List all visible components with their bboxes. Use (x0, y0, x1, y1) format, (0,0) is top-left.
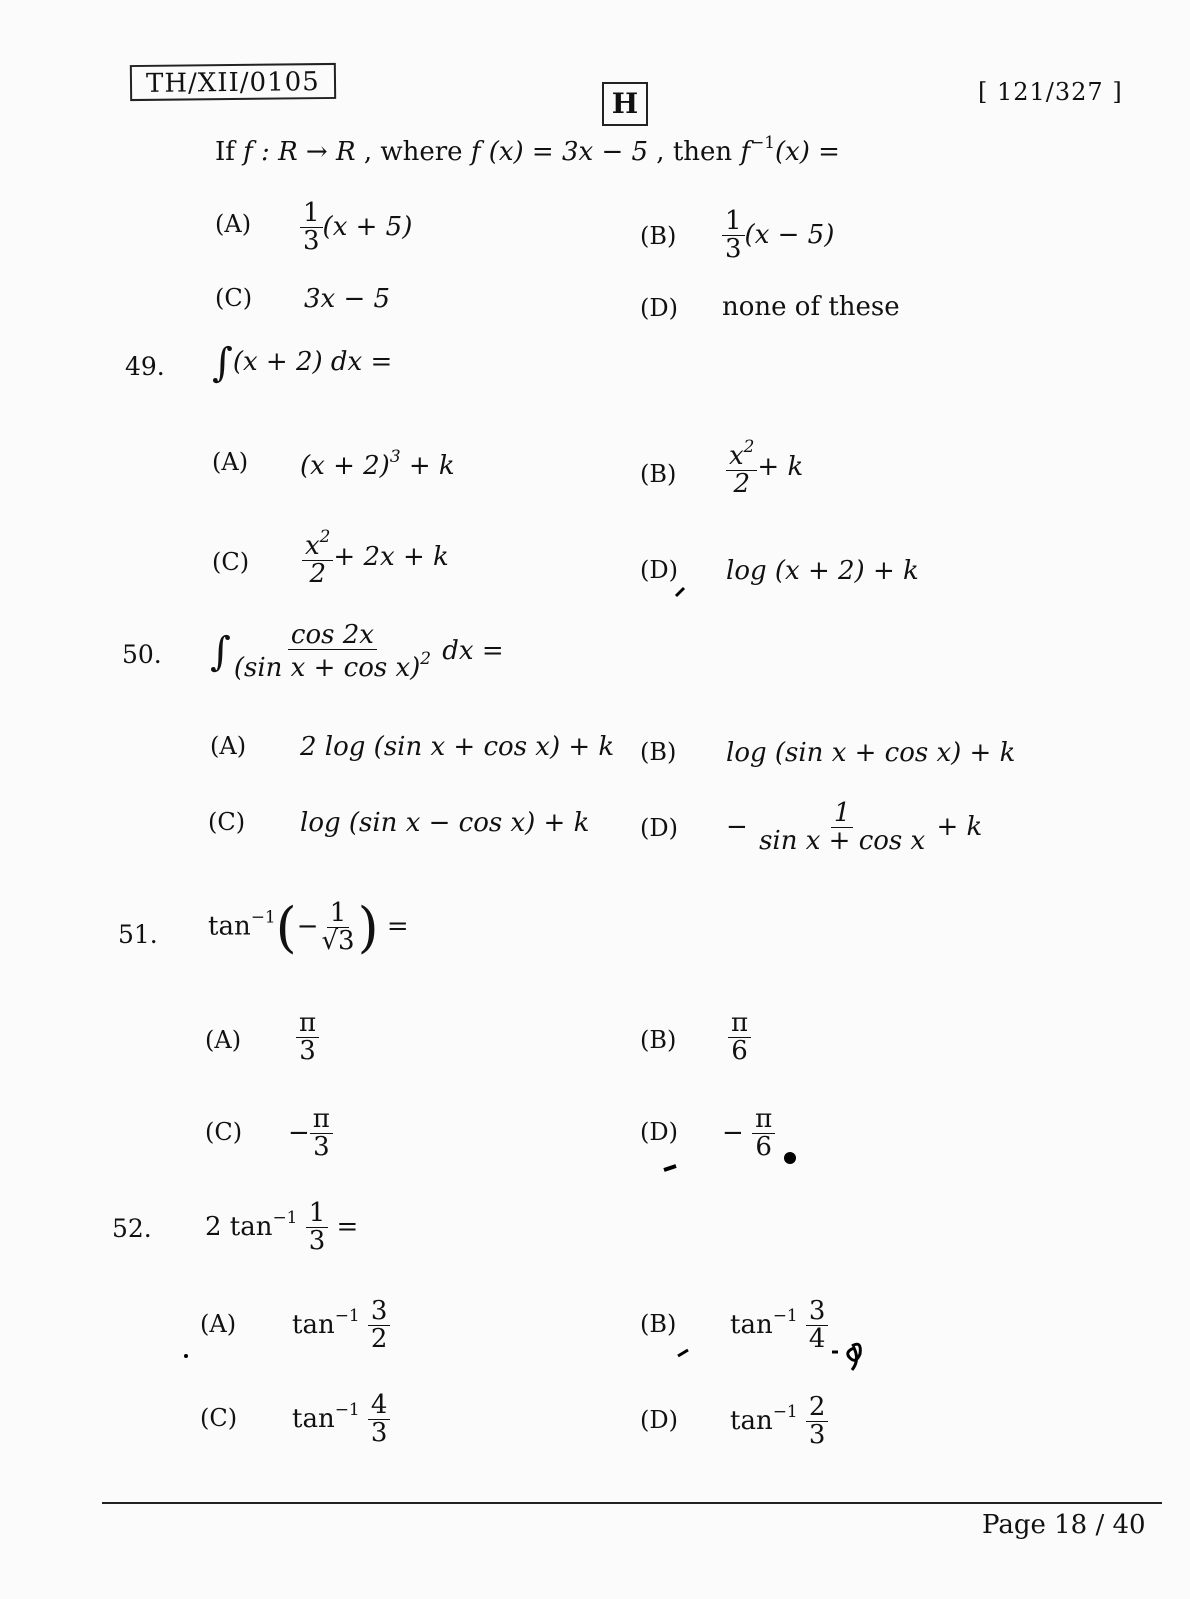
q49-stem: ∫(x + 2) dx = (212, 340, 393, 386)
q50-option-c-label: (C) (208, 808, 246, 836)
q51-number: 51. (118, 920, 158, 949)
q51-stem: $\tan^{-1}(-$ $\frac{1}{√3}$ ) = (208, 896, 409, 959)
paper-code: TH/XII/0105 (130, 63, 336, 101)
q50-number: 50. (122, 640, 162, 669)
q52-option-c: $\tan^{-1}$ $\frac{4}{3}$ (292, 1392, 390, 1448)
q48-option-a: $\frac{1}{3}$ (x + 5) (300, 200, 412, 256)
q51-option-b: $\frac{\pi}{6}$ (728, 1010, 751, 1066)
pen-dot-q52 (184, 1354, 188, 1358)
q48-option-d: none of these (722, 292, 900, 322)
q50-option-a: 2 log (sin x + cos x) + k (300, 732, 615, 762)
q48-option-c: 3x − 5 (304, 284, 391, 314)
q51-option-d: − $\frac{\pi}{6}$ (722, 1106, 775, 1162)
pen-tick-q52 (678, 1350, 688, 1356)
code-number: [ 121/327 ] (978, 78, 1123, 106)
q49-option-b: $\frac{x^2}{2}$ + k (726, 438, 803, 498)
q52-option-d-label: (D) (640, 1406, 678, 1434)
q49-option-a: $(x + 2)^3 + k$ (300, 446, 455, 481)
pen-tick-q49 (676, 588, 684, 596)
pen-scribble-q52 (832, 1344, 860, 1370)
q49-option-b-label: (B) (640, 460, 677, 488)
q52-option-b: $\tan^{-1}$ $\frac{3}{4}$ (730, 1298, 828, 1354)
q51-option-c-label: (C) (205, 1118, 243, 1146)
q51-option-c: − $\frac{\pi}{3}$ (288, 1106, 333, 1162)
footer-rule (102, 1502, 1162, 1504)
q49-option-c: $\frac{x^2}{2}$ + 2x + k (302, 528, 449, 588)
pen-tick-q51 (664, 1166, 676, 1170)
q52-number: 52. (112, 1214, 152, 1243)
q48-option-a-label: (A) (215, 210, 252, 238)
q49-option-d: log (x + 2) + k (726, 556, 919, 586)
q48-stem: If f : R → R , where f (x) = 3x − 5 , then $f^{-1}(x)$ = (215, 132, 840, 167)
q48-option-b-label: (B) (640, 222, 677, 250)
set-letter-box: H (602, 82, 648, 126)
q48-option-d-label: (D) (640, 294, 678, 322)
q51-option-d-label: (D) (640, 1118, 678, 1146)
q50-option-c: log (sin x − cos x) + k (300, 808, 590, 838)
q50-option-d-label: (D) (640, 814, 678, 842)
q49-option-d-label: (D) (640, 556, 678, 584)
pen-blot-q51 (784, 1152, 796, 1164)
q50-stem: ∫ $\frac{\cos 2x}{(\sin x + \cos x)^2}$ dx = (210, 620, 504, 684)
q52-option-b-label: (B) (640, 1310, 677, 1338)
page-number: Page 18 / 40 (982, 1510, 1146, 1540)
q48-option-c-label: (C) (215, 284, 253, 312)
q49-option-a-label: (A) (212, 448, 249, 476)
q52-option-a-label: (A) (200, 1310, 237, 1338)
q50-option-d: − $\frac{1}{\text{sin x + cos x}}$ + k (726, 798, 983, 857)
q51-option-a: $\frac{\pi}{3}$ (296, 1010, 319, 1066)
q52-option-d: $\tan^{-1}$ $\frac{2}{3}$ (730, 1394, 828, 1450)
q49-number: 49. (125, 352, 165, 381)
q52-stem: 2 $\tan^{-1}$ $\frac{1}{3}$ = (205, 1198, 359, 1257)
q49-option-c-label: (C) (212, 548, 250, 576)
q51-option-a-label: (A) (205, 1026, 242, 1054)
q51-option-b-label: (B) (640, 1026, 677, 1054)
q52-option-a: $\tan^{-1}$ $\frac{3}{2}$ (292, 1298, 390, 1354)
q52-option-c-label: (C) (200, 1404, 238, 1432)
q50-option-b: log (sin x + cos x) + k (726, 738, 1016, 768)
q48-option-b: $\frac{1}{3}$ (x − 5) (722, 208, 834, 264)
q50-option-b-label: (B) (640, 738, 677, 766)
q50-option-a-label: (A) (210, 732, 247, 760)
